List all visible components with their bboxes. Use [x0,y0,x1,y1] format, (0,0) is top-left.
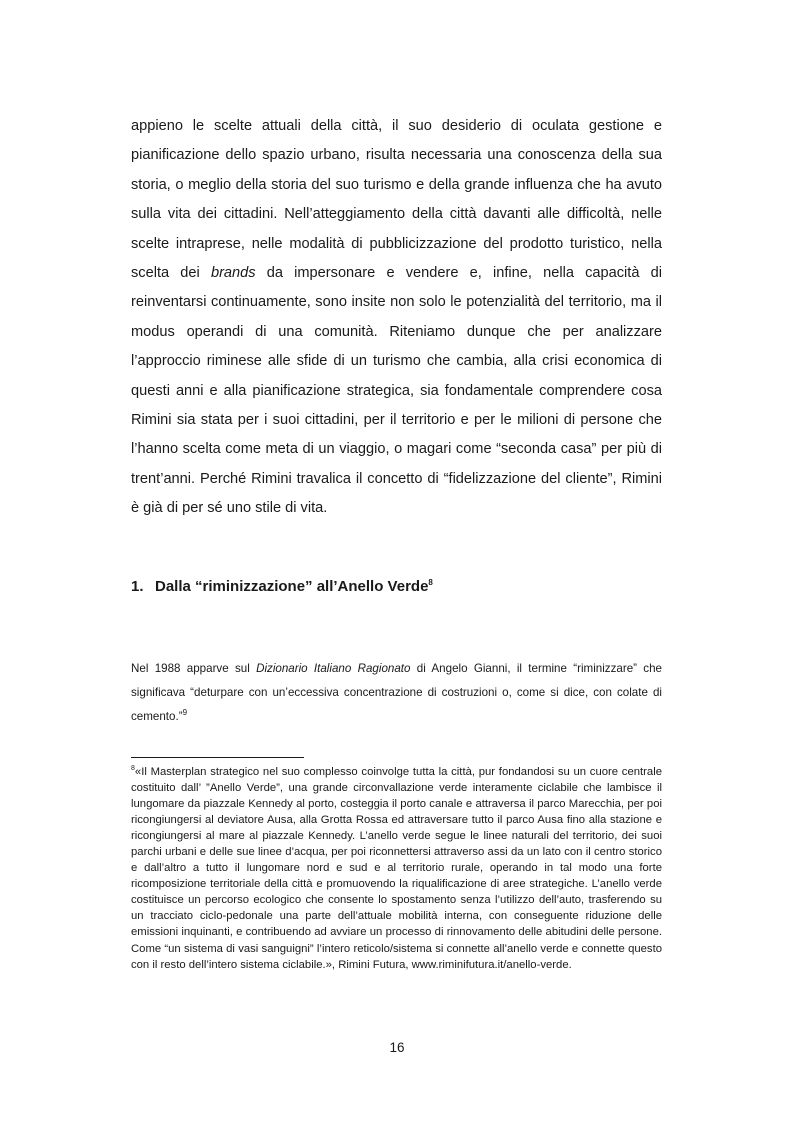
paragraph-text-part1: appieno le scelte attuali della città, il suo desiderio di oculata gestione e pianificazione dello spazio urbano, risulta necessaria una conoscenza della sua storia, o meglio della storia del suo turismo e della grande influenza che ha avuto sulla vita dei cittadini. Nell’atteggiamento della città davanti alle difficoltà, nelle scelte intraprese, nelle modalità di pubblicizzazione del prodotto turistico, nella scelta dei [131,118,662,282]
quote-text-part1: Nel 1988 apparve sul [131,662,257,675]
page-number: 16 [389,1040,405,1055]
paragraph-text-part2: da impersonare e vendere e, infine, nella capacità di reinventarsi continuamente, sono insite non solo le potenzialità del territorio, ma il modus operandi di una comunità. Riteniamo dunque che per analizzare l’approccio riminese alle sfide di un turismo che cambia, alla crisi economica di questi anni e alla pianificazione strategica, sia fondamentale comprendere cosa Rimini sia stata per i suoi cittadini, per il territorio e per le milioni di persone che l’hanno scelta come meta di un viaggio, o magari come “seconda casa” per più di trent’anni. Perché Rimini travalica il concetto di “fidelizzazione del cliente”, Rimini è già di per sé uno stile di vita. [131,265,662,517]
footnote-separator [131,757,304,758]
footnote-8 [131,764,662,973]
section-number: 1. [131,578,144,595]
footnote-ref-9[interactable]: 9 [182,708,188,718]
section-heading [131,578,662,595]
section-title: Dalla “riminizzazione” all’Anello Verde [155,578,429,595]
book-title: Dizionario Italiano Ragionato [256,662,411,675]
footnote-marker: 8 [131,765,135,773]
dictionary-quote [131,657,662,729]
footnote-ref-8[interactable]: 8 [428,578,433,587]
footnote-text: «Il Masterplan strategico nel suo complesso coinvolge tutta la città, pur fondandosi su un cuore centrale costituito dall’ ”Anello Verde”, una grande circonvallazione verde interamente ciclabile che lambisce il lungomare da piazzale Kennedy al porto, costeggia il porto canale e attraversa il parco Marecchia, per poi ricongiungersi al deviatore Ausa, alla Grotta Rossa ed attraversare tutto il parco Ausa fino alla stazione e ricongiungersi al mare al piazzale Kennedy. L’anello verde segue le linee naturali del territorio, dei suoi parchi urbani e delle sue linee d’acqua, per poi riconnettersi attraverso assi da un lato con il centro storico e dall’altro a tutto il lungomare nord e sud e al territorio rurale, operando in tal modo una forte ricomposizione territoriale della città e promuovendo la riqualificazione di aree strategiche. L’anello verde costituisce un percorso ecologico che consente lo spostamento senza l’utilizzo dell’auto, trasferendo su un tracciato ciclo-pedonale una parte dell’attuale mobilità interna, con conseguente riduzione delle emissioni inquinanti, e contribuendo ad avviare un processo di rinnovamento delle abitudini delle persone. Come “un sistema di vasi sanguigni” l’intero reticolo/sistema si connette all’anello verde e connette questo con il resto dell’intero sistema ciclabile.», Rimini Futura, www.riminifutura.it/anello-verde. [131,766,662,971]
body-paragraph [131,112,662,524]
quote-text-part2: di Angelo Gianni, il termine “riminizzare” che significava “deturpare con un’eccessiva concentrazione di costruzioni o, come si dice, con colate di cemento.” [131,662,662,723]
brands-term: brands [210,265,256,282]
